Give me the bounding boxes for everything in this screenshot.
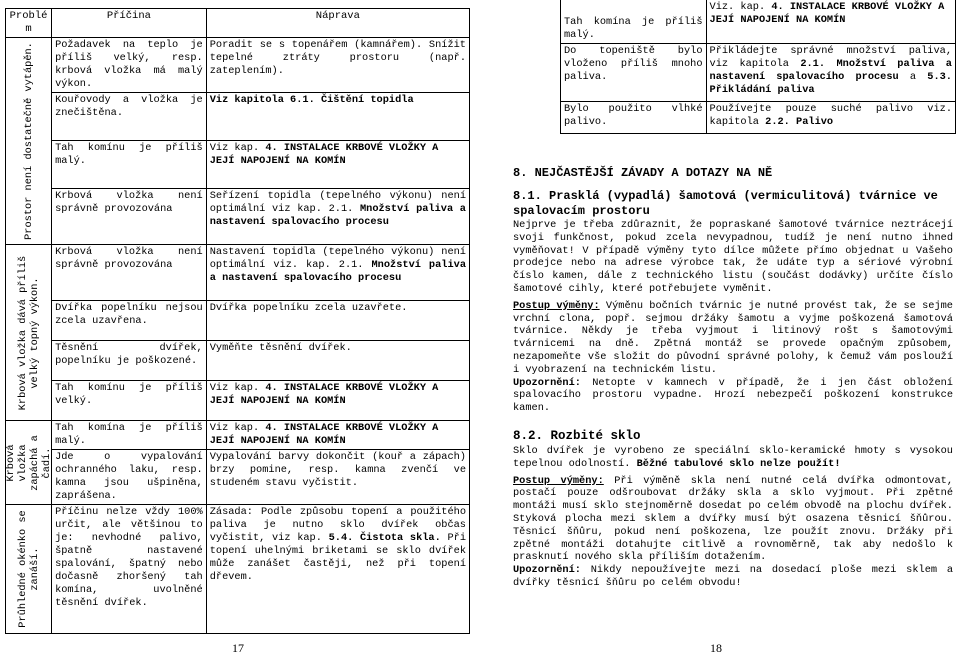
remedy-bold: 2.2. Palivo — [765, 116, 834, 128]
cause-cell: Těsnění dvířek, popelníku je poškozené. — [52, 341, 207, 381]
remedy-cell — [706, 44, 955, 102]
remedy-bold: 4. INSTALACE KRBOVÉ VLOŽKY A JEJÍ NAPOJENÍ NA KOMÍN — [209, 142, 439, 167]
remedy-text: a — [898, 71, 928, 83]
remedy-cell: Vypalování barvy dokončit (kouř a zápach) brzy pomine, resp. kamna zvenčí ve studeném stavu vyčistit. — [206, 450, 469, 505]
paragraph — [513, 564, 953, 590]
cause-cell: Krbová vložka není správně provozována — [52, 245, 207, 301]
paragraph-text: Při výměně skla není nutné celá dvířka odmontovat, postačí pouze odšroubovat držáky skla a sklo vyjmout. Při zpětné montáži musí sklo stejnoměrně dosedat po celém obvodě na plochu dvířek. Styková plocha mezi sklem a dvířky musí být osazena těsnicí šňůrou. Těsnicí šňůru, pokud není poškozena, lze použít znovu. Držáky při zpětné montáži dotahujte citlivě a rovnoměrně, tak aby nedošlo k prasknutí nového skla příliším dotažením. — [513, 474, 954, 564]
section-8 — [513, 166, 953, 590]
header-cause: Příčina — [52, 9, 207, 38]
cause-cell: Kouřovody a vložka je znečištěna. — [52, 93, 207, 141]
remedy-bold: Množství paliva a nastavení spalovacího procesu — [209, 259, 467, 284]
remedy-text: Seřízení topidla (tepelného výkonu) není optimální viz kap. 2.1. — [209, 190, 466, 215]
remedy-bold: 4. INSTALACE KRBOVÉ VLOŽKY A JEJÍ NAPOJENÍ NA KOMÍN — [709, 1, 945, 26]
paragraph — [513, 377, 953, 415]
remedy-cell: Poradit se s topenářem (kamnářem). Snížit tepelné ztráty prostoru (např. zateplením). — [206, 38, 469, 93]
paragraph-text: Výměnu bočních tvárnic je nutné provést tak, že se sejme vrchní clona, popř. sejmou držáky šamotu a vyjme poškozená šamotová tvárnice. Někdy je třeba vyjmout i litinový rošt s šamotovými tvárnicemi na dně. Zpětná montáž se provede opačným způsobem, nezapomeňte vše složit do původní správné polohy, k čemuž vám poslouží i vyobrazení na technickém listu. — [513, 299, 953, 376]
paragraph-bold: Běžné tabulové sklo nelze použít! — [636, 457, 841, 470]
paragraph-text: Netopte v kamnech v případě, že i jen část obložení spalovacího prostoru vypadne. Hrozí nebezpečí poškození konstrukce kamen. — [513, 376, 953, 415]
remedy-text: Používejte pouze suché palivo viz. kapitola — [709, 103, 952, 128]
paragraph — [513, 475, 953, 565]
paragraph-label: Upozornění: — [513, 376, 581, 389]
remedy-text: Přikládejte správné množství paliva, viz kapitola — [709, 45, 952, 70]
remedy-bold: Viz kapitola 6.1. Čištění topidla — [209, 94, 414, 106]
section-8-1-title: 8.1. Prasklá (vypadlá) šamotová (vermiculitová) tvárnice ve spalovacím prostoru — [513, 189, 938, 218]
problem-text: Prostor není dostatečně vytápěn. — [22, 42, 35, 240]
table-row — [561, 0, 956, 44]
cause-cell: Tah komínu je příliš velký. — [52, 381, 207, 421]
table-row — [561, 44, 956, 102]
remedy-text: Viz kap. — [209, 382, 266, 394]
page-number-left: 17 — [232, 641, 244, 655]
section-8-title: 8. NEJČASTĚJŠÍ ZÁVADY A DOTAZY NA NĚ — [513, 166, 773, 180]
cause-cell: Krbová vložka není správně provozována — [52, 189, 207, 245]
remedy-bold: 5.4. Čistota skla. — [328, 532, 441, 544]
remedy-text: Viz kap. — [209, 422, 266, 434]
remedy-cell — [706, 0, 955, 44]
cause-cell: Jde o vypalování ochranného laku, resp. kamna jsou ušpiněna, zaprášena. — [52, 450, 207, 505]
paragraph — [513, 300, 953, 377]
cause-cell: Tah komínu je příliš malý. — [52, 141, 207, 189]
remedy-text: Viz kap. — [209, 142, 266, 154]
remedy-text: Zásada: Podle způsobu topení a použitého paliva je nutno sklo dvířek občas vyčistit, viz kap. — [209, 506, 466, 544]
remedy-bold: 2.1. Množství paliva a nastavení spalovacího procesu — [709, 58, 952, 83]
paragraph-label: Upozornění: — [513, 564, 581, 577]
cause-cell: Bylo použito vlhké palivo. — [561, 102, 707, 134]
section-8-2-title: 8.2. Rozbité sklo — [513, 428, 641, 443]
cause-cell: Příčinu nelze vždy 100% určit, ale většinou to je: nevhodné palivo, špatně nastavené spalování, špatný nebo dočasně zhoršený tah komína, uvolněné těsnění dvířek. — [52, 505, 207, 634]
cause-cell: Požadavek na teplo je příliš velký, resp. krbová vložka má malý výkon. — [52, 38, 207, 93]
problem-text: Krbová vložka zapáchá a čadí. — [4, 434, 53, 491]
page-number-right: 18 — [710, 641, 722, 655]
remedy-bold: 4. INSTALACE KRBOVÉ VLOŽKY A JEJÍ NAPOJENÍ NA KOMÍN — [209, 422, 439, 447]
table-row — [561, 102, 956, 134]
header-problem: Problé m — [6, 9, 52, 38]
remedy-text: Při topení uhelnými briketami se sklo dvířek může zanášet častěji, než při topení dřevem. — [209, 532, 467, 583]
paragraph-text: Nikdy nepoužívejte mezi na dosedací ploše mezi sklem a dvířky těsnicí šňůru po celém obvodu! — [513, 564, 953, 589]
troubleshooting-table-right — [560, 0, 956, 134]
paragraph-label: Postup výměny: — [513, 299, 600, 312]
header-remedy: Náprava — [206, 9, 469, 38]
remedy-text: Viz. kap. — [709, 1, 772, 13]
cause-cell: Tah komína je příliš malý. — [52, 421, 207, 450]
remedy-bold: Množství paliva a nastavení spalovacího procesu — [209, 203, 466, 228]
remedy-cell: Dvířka popelníku zcela uzavřete. — [206, 301, 469, 341]
cause-cell: Tah komína je příliš malý. — [561, 0, 707, 44]
paragraph: Nejprve je třeba zdůraznit, že popraskané šamotové tvárnice neztrácejí svoji funkčnost, pokud zcela nevypadnou, tudíž je není nutno ihned vyměňovat! V případě výměny tyto dílce můžete přímo objednat u Vašeho prodejce nebo na adrese výrobce tak, že udáte typ a sériové výrobní číslo kamen, dále z technického listu (součást dodávky) určíte číslo šamotové cihly, které potřebujete vyměnit. — [513, 219, 953, 295]
remedy-bold: 5.3. Přikládání paliva — [709, 71, 952, 96]
problem-text: Krbová vložka dává příliš velký topný výkon. — [16, 255, 41, 410]
remedy-cell — [706, 102, 955, 134]
cause-cell: Dvířka popelníku nejsou zcela uzavřena. — [52, 301, 207, 341]
cause-cell: Do topeniště bylo vloženo příliš mnoho paliva. — [561, 44, 707, 102]
problem-text: Průhledné okénko se zanáší. — [16, 510, 41, 628]
paragraph-text: Sklo dvířek je vyrobeno ze speciální sklo-keramické hmoty s vysokou tepelnou odolností. — [513, 444, 953, 470]
paragraph-label: Postup výměny: — [513, 474, 604, 487]
remedy-cell: Vyměňte těsnění dvířek. — [206, 341, 469, 381]
paragraph — [513, 445, 953, 471]
remedy-text: Nastavení topidla (tepelného výkonu) není optimální viz. kap. 2.1. — [209, 246, 466, 271]
remedy-bold: 4. INSTALACE KRBOVÉ VLOŽKY A JEJÍ NAPOJENÍ NA KOMÍN — [209, 382, 439, 407]
